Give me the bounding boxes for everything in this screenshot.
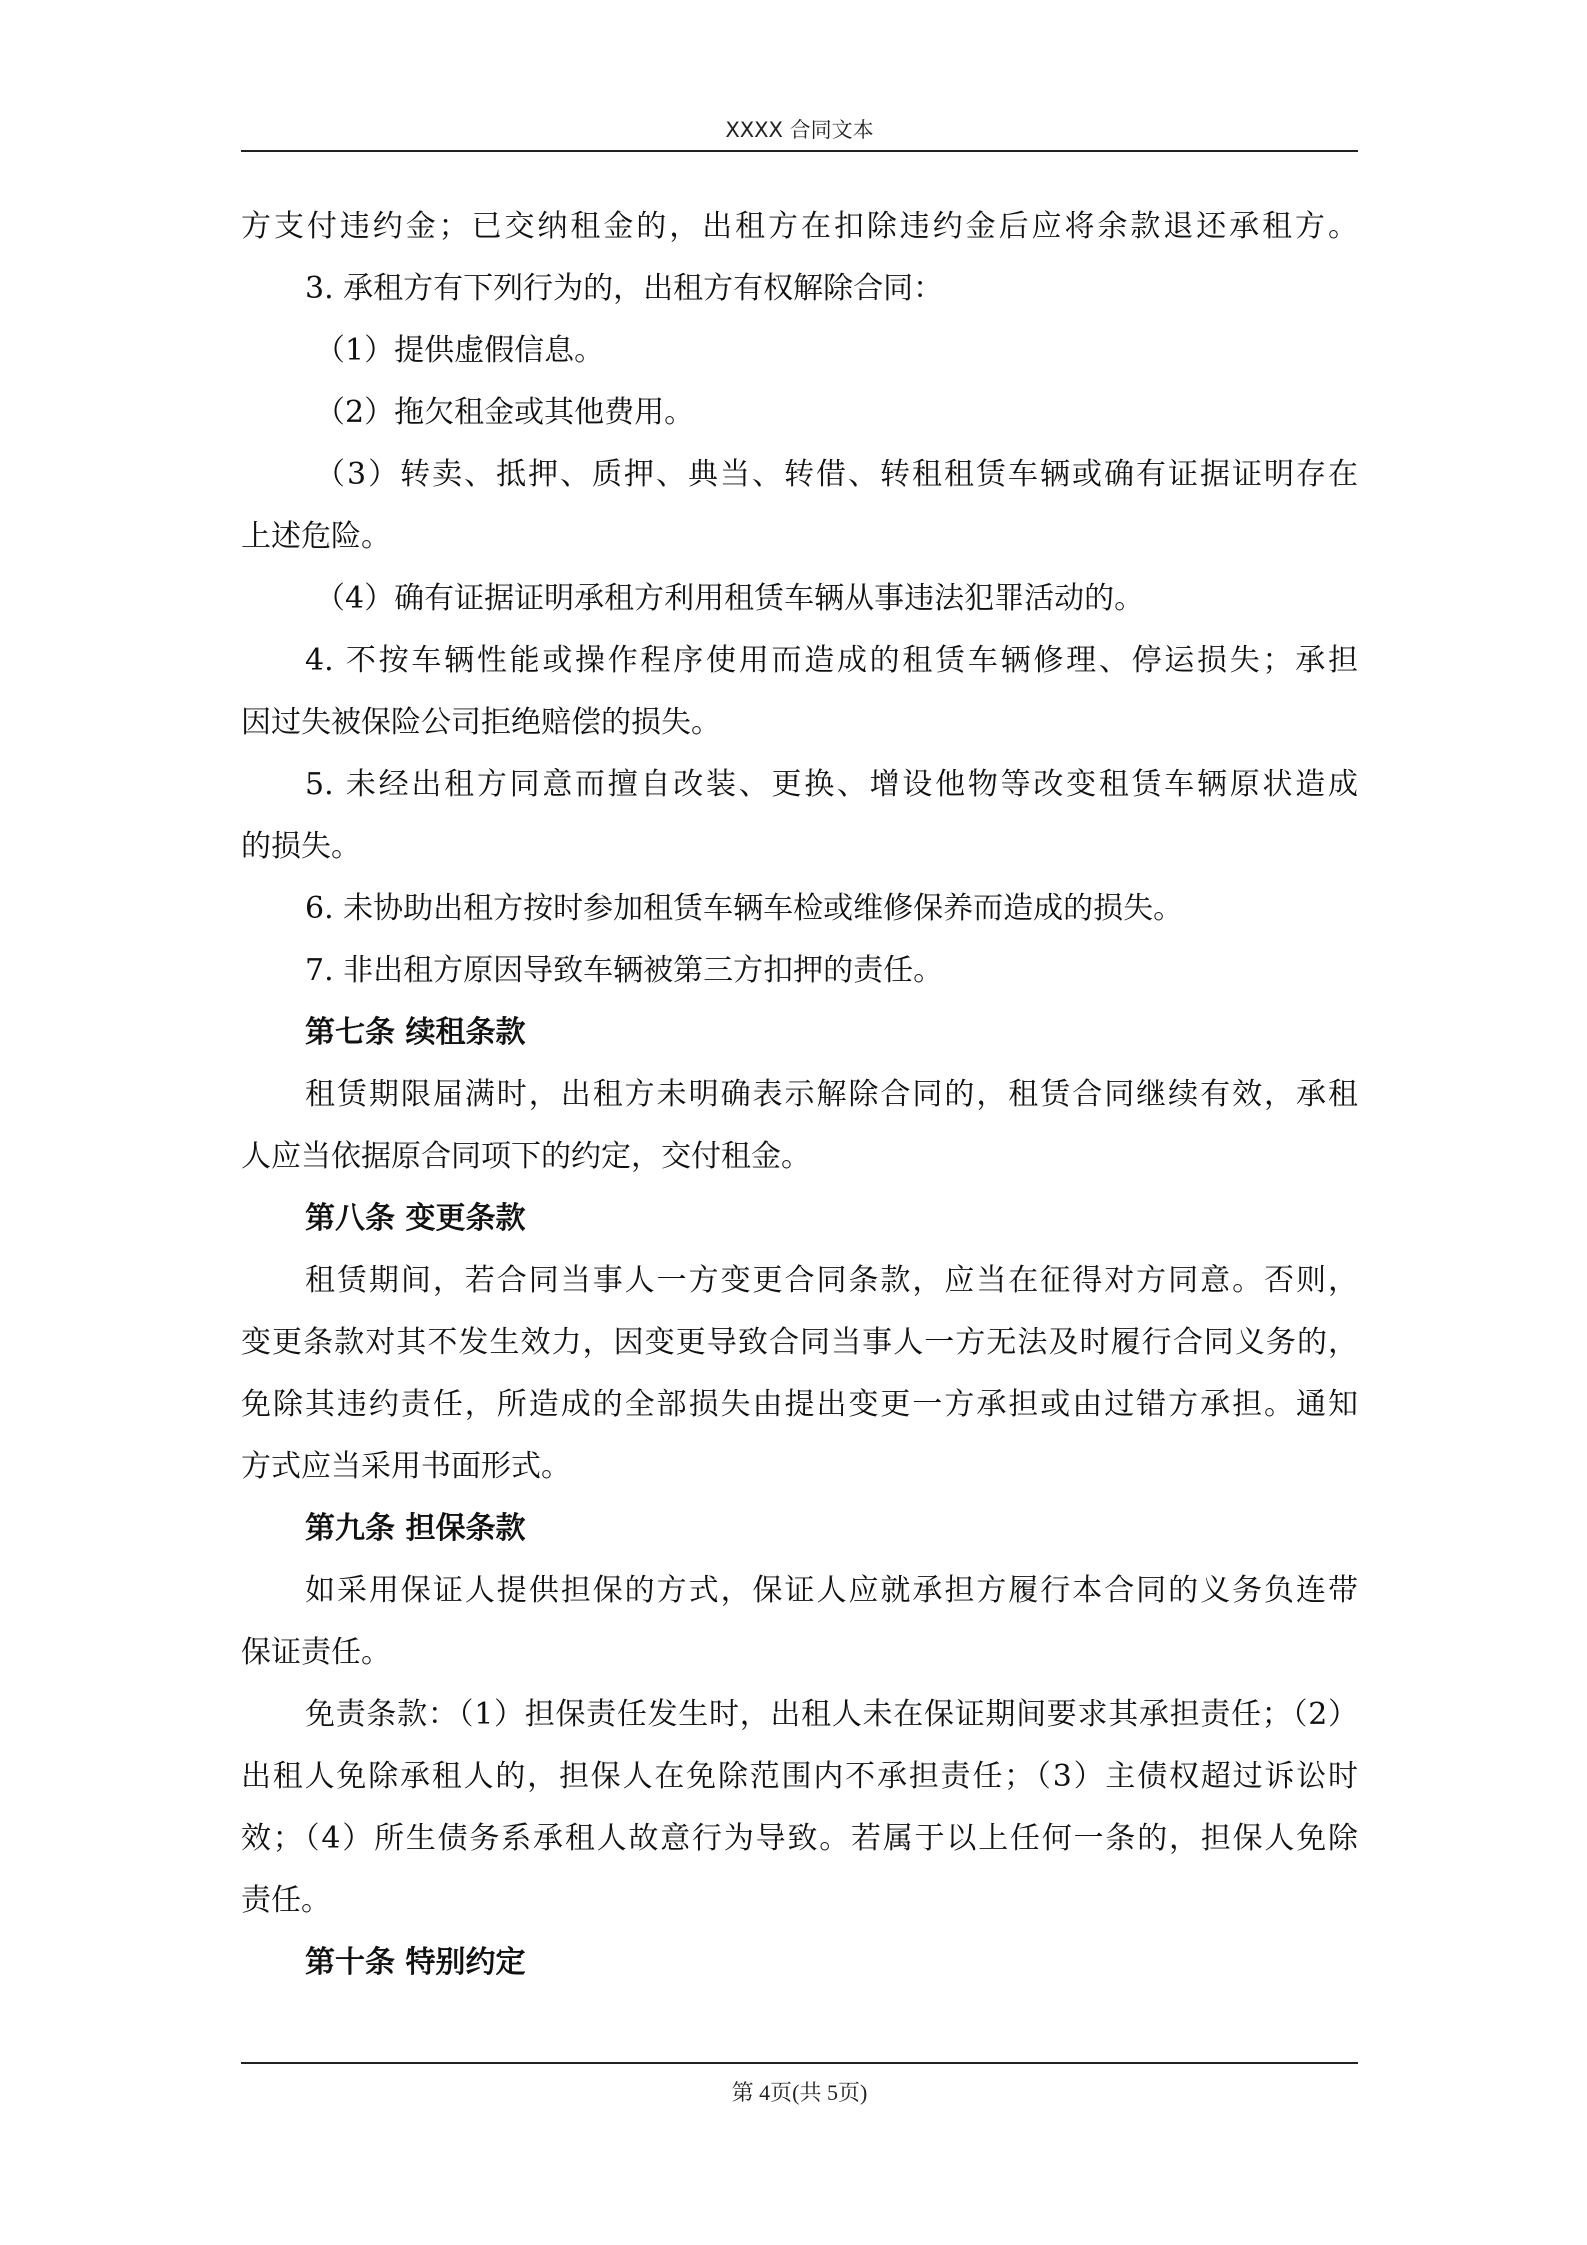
text-line: 变更条款对其不发生效力，因变更导致合同当事人一方无法及时履行合同义务的，: [241, 1325, 1358, 1360]
section-heading: 第七条 续租条款: [305, 1015, 526, 1050]
text-line: 免除其违约责任，所造成的全部损失由提出变更一方承担或由过错方承担。通知: [241, 1387, 1358, 1422]
text-line: 效；（4）所生债务系承租人故意行为导致。若属于以上任何一条的，担保人免除: [241, 1821, 1358, 1856]
paragraph-line: 免责条款：（1）担保责任发生时，出租人未在保证期间要求其承担责任；（2）: [305, 1697, 1358, 1732]
list-subitem: （2）拖欠租金或其他费用。: [315, 395, 695, 430]
text-line: 人应当依据原合同项下的约定，交付租金。: [241, 1139, 811, 1174]
text-line: 责任。: [241, 1883, 331, 1918]
paragraph-line: 租赁期间，若合同当事人一方变更合同条款，应当在征得对方同意。否则，: [305, 1263, 1358, 1298]
text-line: 的损失。: [241, 829, 361, 864]
list-item: 6. 未协助出租方按时参加租赁车辆车检或维修保养而造成的损失。: [305, 891, 1184, 926]
document-body: [241, 196, 1358, 1994]
list-item: 3. 承租方有下列行为的，出租方有权解除合同：: [305, 271, 944, 306]
text-line: 方式应当采用书面形式。: [241, 1449, 571, 1484]
text-line: 方支付违约金；已交纳租金的，出租方在扣除违约金后应将余款退还承租方。: [241, 209, 1358, 244]
text-line: 保证责任。: [241, 1635, 391, 1670]
header-title: XXXX 合同文本: [725, 118, 874, 142]
page-footer: [241, 2062, 1358, 2107]
section-heading: 第九条 担保条款: [305, 1511, 526, 1546]
page-header: [241, 112, 1358, 152]
section-heading: 第八条 变更条款: [305, 1201, 526, 1236]
page-number: 第 4页(共 5页): [731, 2080, 868, 2105]
paragraph-line: 租赁期限届满时，出租方未明确表示解除合同的，租赁合同继续有效，承租: [305, 1077, 1358, 1112]
list-item: 5. 未经出租方同意而擅自改装、更换、增设他物等改变租赁车辆原状造成: [305, 767, 1358, 802]
text-line: 上述危险。: [241, 519, 391, 554]
text-line: 因过失被保险公司拒绝赔偿的损失。: [241, 705, 721, 740]
list-subitem: （3）转卖、抵押、质押、典当、转借、转租租赁车辆或确有证据证明存在: [315, 457, 1358, 492]
list-item: 7. 非出租方原因导致车辆被第三方扣押的责任。: [305, 953, 944, 988]
paragraph-line: 如采用保证人提供担保的方式，保证人应就承担方履行本合同的义务负连带: [305, 1573, 1358, 1608]
section-heading: 第十条 特别约定: [305, 1945, 526, 1980]
list-item: 4. 不按车辆性能或操作程序使用而造成的租赁车辆修理、停运损失；承担: [305, 643, 1358, 678]
list-subitem: （4）确有证据证明承租方利用租赁车辆从事违法犯罪活动的。: [315, 581, 1145, 616]
text-line: 出租人免除承租人的，担保人在免除范围内不承担责任；（3）主债权超过诉讼时: [241, 1759, 1358, 1794]
list-subitem: （1）提供虚假信息。: [315, 333, 605, 368]
